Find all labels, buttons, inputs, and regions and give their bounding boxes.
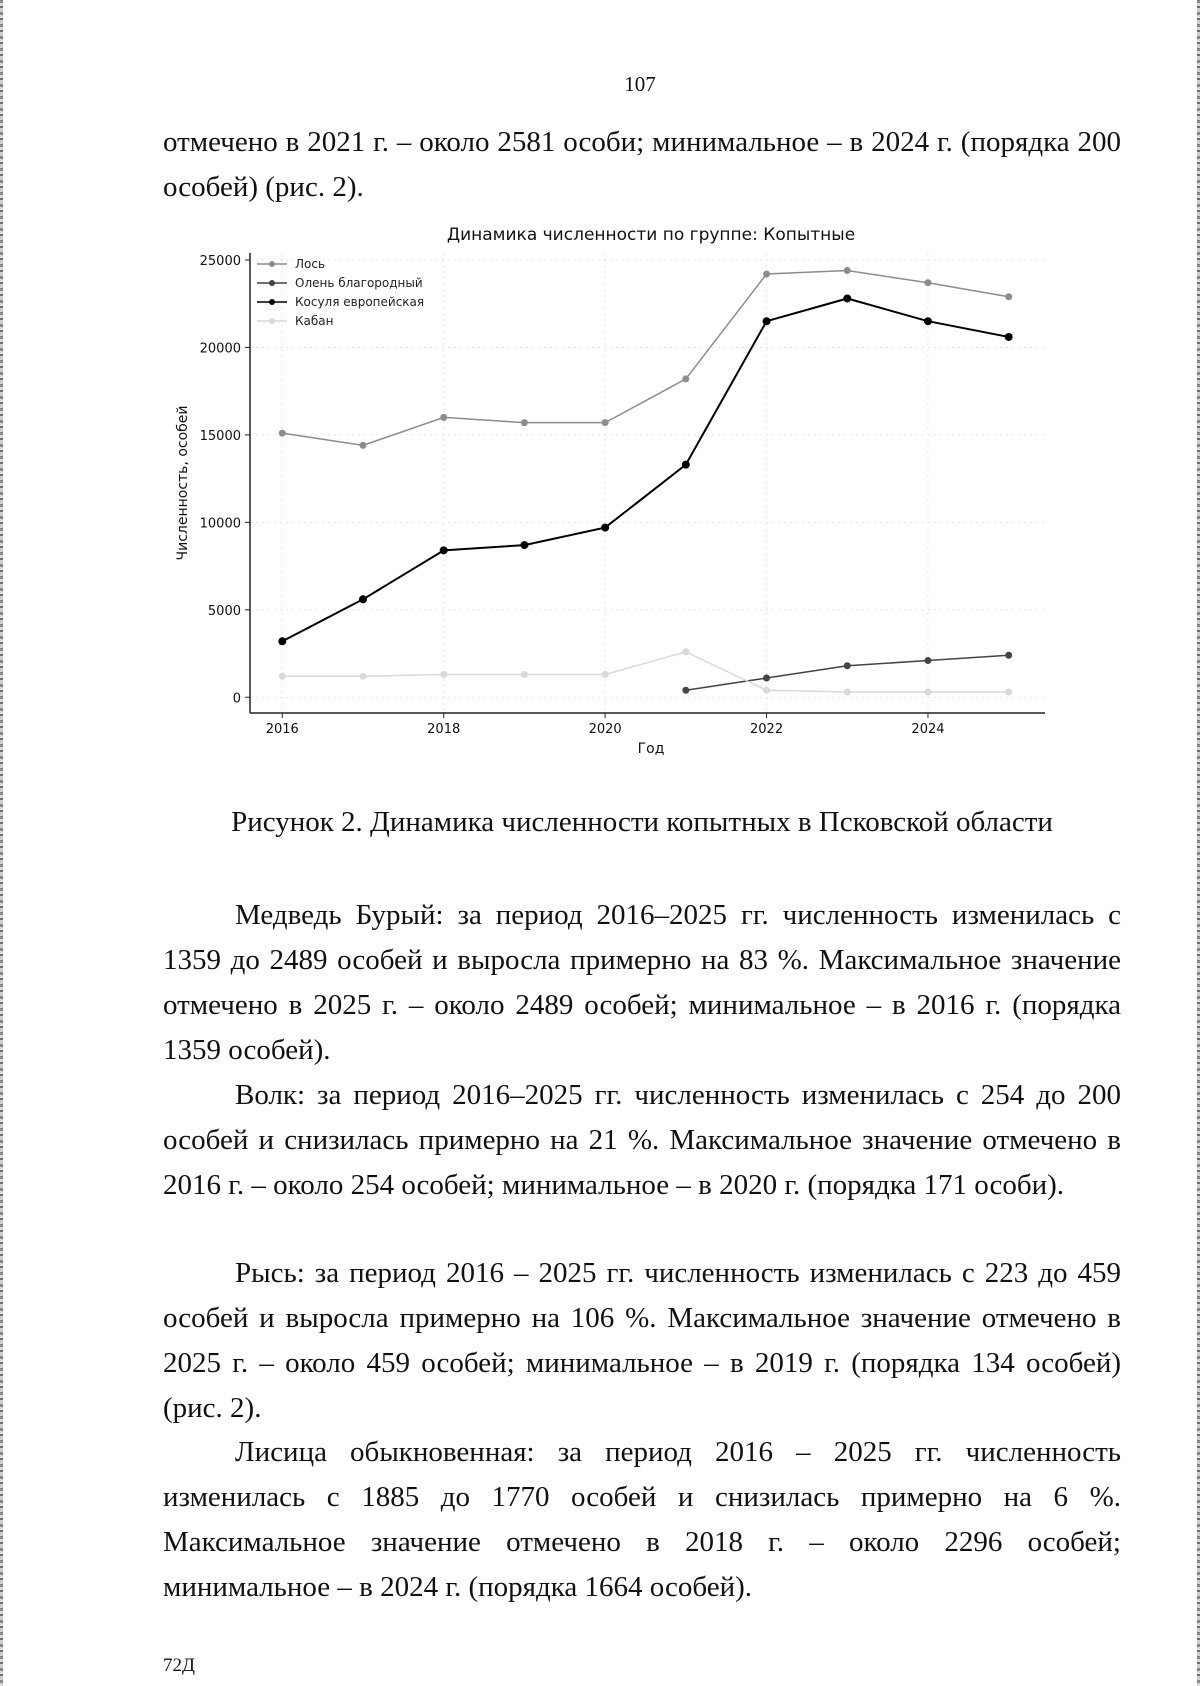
x-axis-label: Год [637, 741, 665, 757]
chart-title: Динамика численности по группе: Копытные [446, 225, 856, 245]
y-tick-label: 0 [232, 691, 241, 707]
data-point [763, 675, 770, 682]
legend-label: Косуля европейская [295, 295, 425, 309]
data-point [602, 671, 609, 678]
data-point [1005, 333, 1013, 341]
page-number: 107 [624, 72, 656, 96]
x-tick-label: 2018 [427, 722, 461, 737]
ungulates-line-chart [165, 218, 1065, 758]
data-point [682, 375, 689, 382]
x-tick-label: 2016 [265, 722, 299, 737]
data-point [682, 687, 689, 694]
legend-marker [269, 261, 275, 267]
legend-label: Олень благородный [295, 276, 423, 290]
y-tick-label: 10000 [199, 516, 241, 532]
data-point [924, 657, 931, 664]
data-point [279, 673, 286, 680]
y-tick-label: 5000 [207, 603, 241, 619]
x-tick-label: 2022 [750, 722, 784, 737]
x-tick-label: 2024 [911, 722, 945, 737]
data-point [440, 414, 447, 421]
data-point [601, 524, 609, 532]
scan-edge-left [0, 0, 3, 1686]
data-point [924, 689, 931, 696]
data-point [359, 673, 366, 680]
paragraph-fox: Лисица обыкновенная: за период 2016 – 2025 гг. численность изменилась с 1885 до 1770 особей и снизилась примерно на 6 %. Максимальное значение отмечено в 2018 г. – около 2296 особей; минимальное – в 2024 г. (порядка 1664 особей). [163, 1436, 1121, 1603]
data-point [279, 430, 286, 437]
paragraph-continuation: отмечено в 2021 г. – около 2581 особи; минимальное – в 2024 г. (порядка 200 особей) (рис. 2). [163, 126, 1121, 203]
legend-marker [269, 280, 275, 286]
data-point [924, 279, 931, 286]
x-tick-label: 2020 [588, 722, 622, 737]
legend-marker [269, 318, 275, 324]
paragraph-wolf: Волк: за период 2016–2025 гг. численность изменилась с 254 до 200 особей и снизилась примерно на 21 %. Максимальное значение отмечено в 2016 г. – около 254 особей; минимальное – в 2020 г. (порядка 171 особи). [163, 1079, 1121, 1201]
data-point [1005, 689, 1012, 696]
paragraph-bear: Медведь Бурый: за период 2016–2025 гг. численность изменилась с 1359 до 2489 особей и выросла примерно на 83 %. Максимальное значение отмечено в 2025 г. – около 2489 особей; минимальное – в 2016 г. (порядка 1359 особей). [163, 899, 1121, 1066]
data-point [844, 689, 851, 696]
data-point [521, 671, 528, 678]
data-point [763, 317, 771, 325]
data-point [844, 267, 851, 274]
data-point [763, 687, 770, 694]
chart-container [165, 218, 1065, 763]
data-point [278, 637, 286, 645]
data-point [682, 648, 689, 655]
y-tick-label: 15000 [199, 428, 241, 444]
data-point [440, 671, 447, 678]
data-point [602, 419, 609, 426]
legend-label: Лось [295, 257, 326, 271]
figure-caption: Рисунок 2. Динамика численности копытных в Псковской области [231, 806, 1053, 838]
data-point [1005, 652, 1012, 659]
data-point [844, 662, 851, 669]
data-point [843, 294, 851, 302]
data-point [763, 270, 770, 277]
y-axis-label: Численность, особей [175, 405, 191, 561]
data-point [521, 419, 528, 426]
y-tick-label: 25000 [199, 253, 241, 269]
data-point [682, 461, 690, 469]
legend-marker [269, 299, 275, 305]
data-point [520, 541, 528, 549]
data-point [359, 442, 366, 449]
y-tick-label: 20000 [199, 341, 241, 357]
data-point [359, 595, 367, 603]
data-point [1005, 293, 1012, 300]
data-point [924, 317, 932, 325]
data-point [440, 546, 448, 554]
footer-code: 72Д [163, 1655, 195, 1676]
paragraph-lynx: Рысь: за период 2016 – 2025 гг. численность изменилась с 223 до 459 особей и выросла примерно на 106 %. Максимальное значение отмечено в 2025 г. – около 459 особей; минимальное – в 2019 г. (порядка 134 особей) (рис. 2). [163, 1257, 1121, 1424]
legend-label: Кабан [295, 314, 334, 328]
